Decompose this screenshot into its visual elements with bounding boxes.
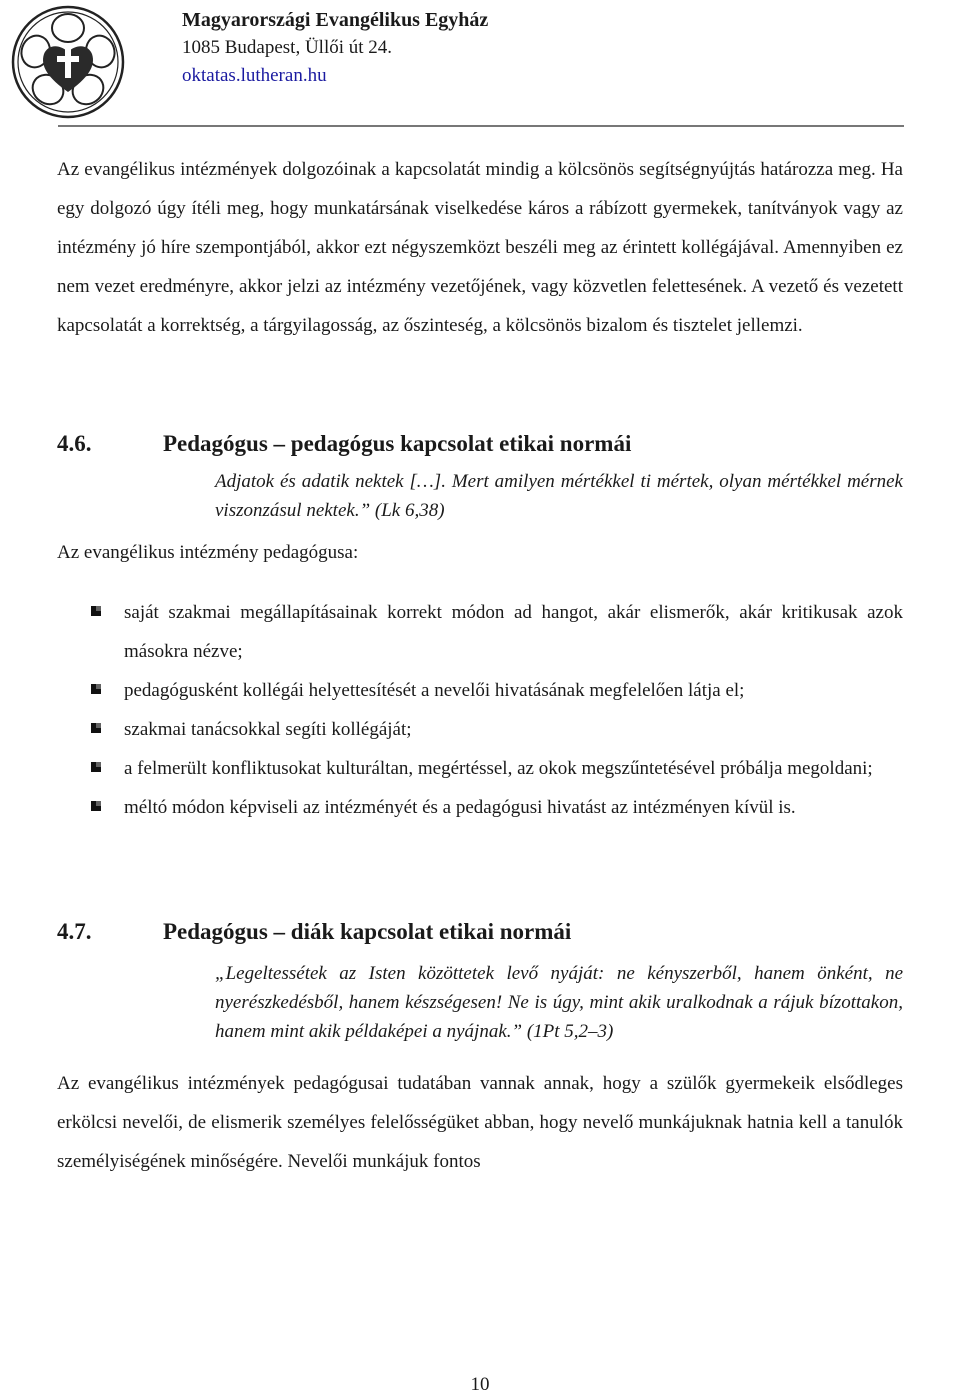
section-title: Pedagógus – diák kapcsolat etikai normái bbox=[163, 919, 572, 944]
intro-paragraph: Az evangélikus intézmények dolgozóinak a kapcsolatát mindig a kölcsönös segítségnyújtás határozza meg. Ha egy dolgozó úgy ítéli meg, hogy munkatársának viselkedése káros a rábízott gyermekek, tanítványok vagy az intézmény jó híre szempontjából, akkor ezt négyszemközt beszéli meg az érintett kollégájával. Amennyiben ez nem vezet eredményre, akkor jelzi az intézmény vezetőjének, vagy közvetlen felettesének. A vezető és vezetett kapcsolatát a korrektség, a tárgyilagosság, az őszinteség, a kölcsönös bizalom és tisztelet jellemzi. bbox=[57, 159, 903, 336]
bullet-text: a felmerült konfliktusokat kulturáltan, megértéssel, az okok megszűntetésével próbálja megoldani; bbox=[124, 758, 873, 779]
square-bullet-icon bbox=[91, 723, 101, 733]
list-item bbox=[57, 671, 903, 710]
address: 1085 Budapest, Üllői út 24. bbox=[182, 37, 393, 58]
list-item bbox=[57, 710, 903, 749]
website-link[interactable]: oktatas.lutheran.hu bbox=[182, 65, 327, 86]
page-header bbox=[0, 0, 960, 128]
body-paragraph: Az evangélikus intézmények pedagógusai tudatában vannak annak, hogy a szülők gyermekeik elsődleges erkölcsi nevelői, de elismerik személyes felelősségüket abban, hogy nevelő munkájuknak hatnia kell a tanulók személyiségének minőségére. Nevelői munkájuk fontos bbox=[57, 1073, 903, 1172]
section-title: Pedagógus – pedagógus kapcsolat etikai normái bbox=[163, 431, 632, 456]
section-heading-4-7 bbox=[57, 915, 903, 949]
page-content bbox=[57, 150, 903, 1181]
header-text bbox=[182, 6, 488, 90]
bullet-text: saját szakmai megállapításainak korrekt módon ad hangot, akár elismerők, akár kritikusak azok másokra nézve; bbox=[124, 602, 903, 662]
scripture-quote: „Legeltessétek az Isten közöttetek levő nyáját: ne kényszerből, hanem önként, ne nyerészkedésből, hanem készségesen! Ne is úgy, mint akik uralkodnak a rájuk bízottakon, hanem mint akik példaképei a nyájnak.” (1Pt 5,2–3) bbox=[215, 963, 903, 1042]
list-item bbox=[57, 788, 903, 827]
square-bullet-icon bbox=[91, 801, 101, 811]
square-bullet-icon bbox=[91, 606, 101, 616]
bullet-text: méltó módon képviseli az intézményét és a pedagógusi hivatást az intézményen kívül is. bbox=[124, 797, 796, 818]
square-bullet-icon bbox=[91, 762, 101, 772]
list-item bbox=[57, 749, 903, 788]
section-heading-4-6 bbox=[57, 427, 903, 461]
organization-name: Magyarországi Evangélikus Egyház bbox=[182, 9, 489, 31]
lead-sentence: Az evangélikus intézmény pedagógusa: bbox=[57, 542, 359, 563]
luther-rose-icon bbox=[8, 4, 128, 120]
bullet-list bbox=[57, 593, 903, 827]
header-divider bbox=[58, 125, 904, 127]
bullet-text: szakmai tanácsokkal segíti kollégáját; bbox=[124, 719, 412, 740]
section-number: 4.7. bbox=[57, 919, 92, 944]
square-bullet-icon bbox=[91, 684, 101, 694]
bullet-text: pedagógusként kollégái helyettesítését a nevelői hivatásának megfelelően látja el; bbox=[124, 680, 745, 701]
section-number: 4.6. bbox=[57, 431, 92, 456]
list-item bbox=[57, 593, 903, 671]
page-number: 10 bbox=[470, 1374, 490, 1395]
scripture-quote: Adjatok és adatik nektek […]. Mert amilyen mértékkel ti mértek, olyan mértékkel mérnek viszonzásul nektek.” (Lk 6,38) bbox=[215, 471, 903, 521]
